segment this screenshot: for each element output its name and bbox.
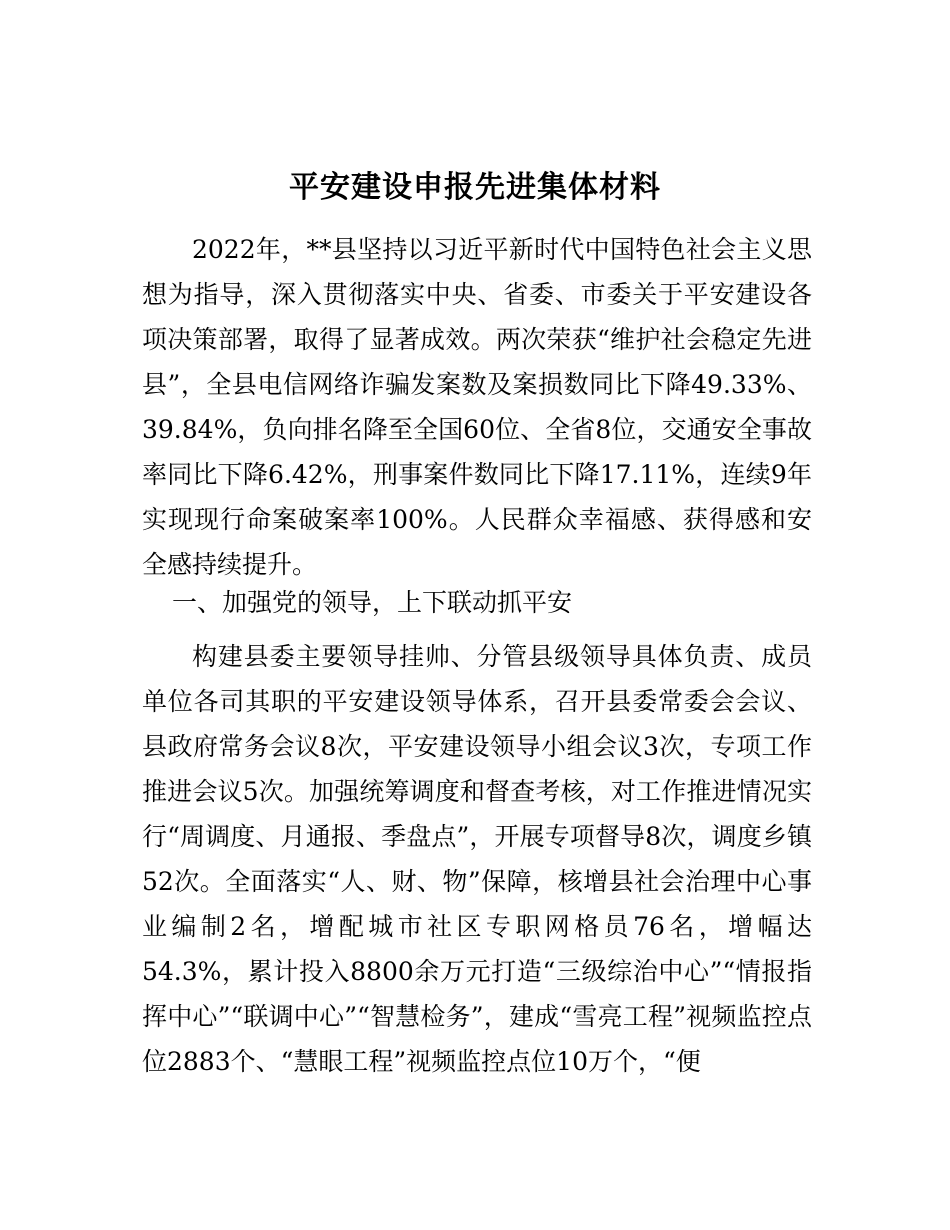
section-heading: 一、加强党的领导，上下联动抓平安 — [172, 588, 573, 617]
section-heading-block — [142, 580, 812, 625]
section-paragraph: 构建县委主要领导挂帅、分管县级领导具体负责、成员单位各司其职的平安建设领导体系，召开县委常委会会议、县政府常务会议8次，平安建设领导小组会议3次，专项工作推进会议5次。加强统筹调度和督查考核，对工作推进情况实行“周调度、月通报、季盘点”，开展专项督导8次，调度乡镇52次。全面落实“人、财、物”保障，核增县社会治理中心事业编制2名，增配城市社区专职网格员76名，增幅达54.3%，累计投入8800余万元打造“三级综治中心”“情报指挥中心”“联调中心”“智慧检务”，建成“雪亮工程”视频监控点位2883个、“慧眼工程”视频监控点位10万个，“便 — [142, 642, 812, 1076]
section-paragraph-block — [142, 634, 812, 1084]
intro-paragraph-block — [142, 227, 812, 587]
document-title: 平安建设申报先进集体材料 — [289, 170, 661, 205]
intro-paragraph: 2022年，**县坚持以习近平新时代中国特色社会主义思想为指导，深入贯彻落实中央、省委、市委关于平安建设各项决策部署，取得了显著成效。两次荣获“维护社会稳定先进县”，全县电信网络诈骗发案数及案损数同比下降49.33%、39.84%，负向排名降至全国60位、全省8位，交通安全事故率同比下降6.42%，刑事案件数同比下降17.11%，连续9年实现现行命案破案率100%。人民群众幸福感、获得感和安全感持续提升。 — [142, 235, 812, 579]
